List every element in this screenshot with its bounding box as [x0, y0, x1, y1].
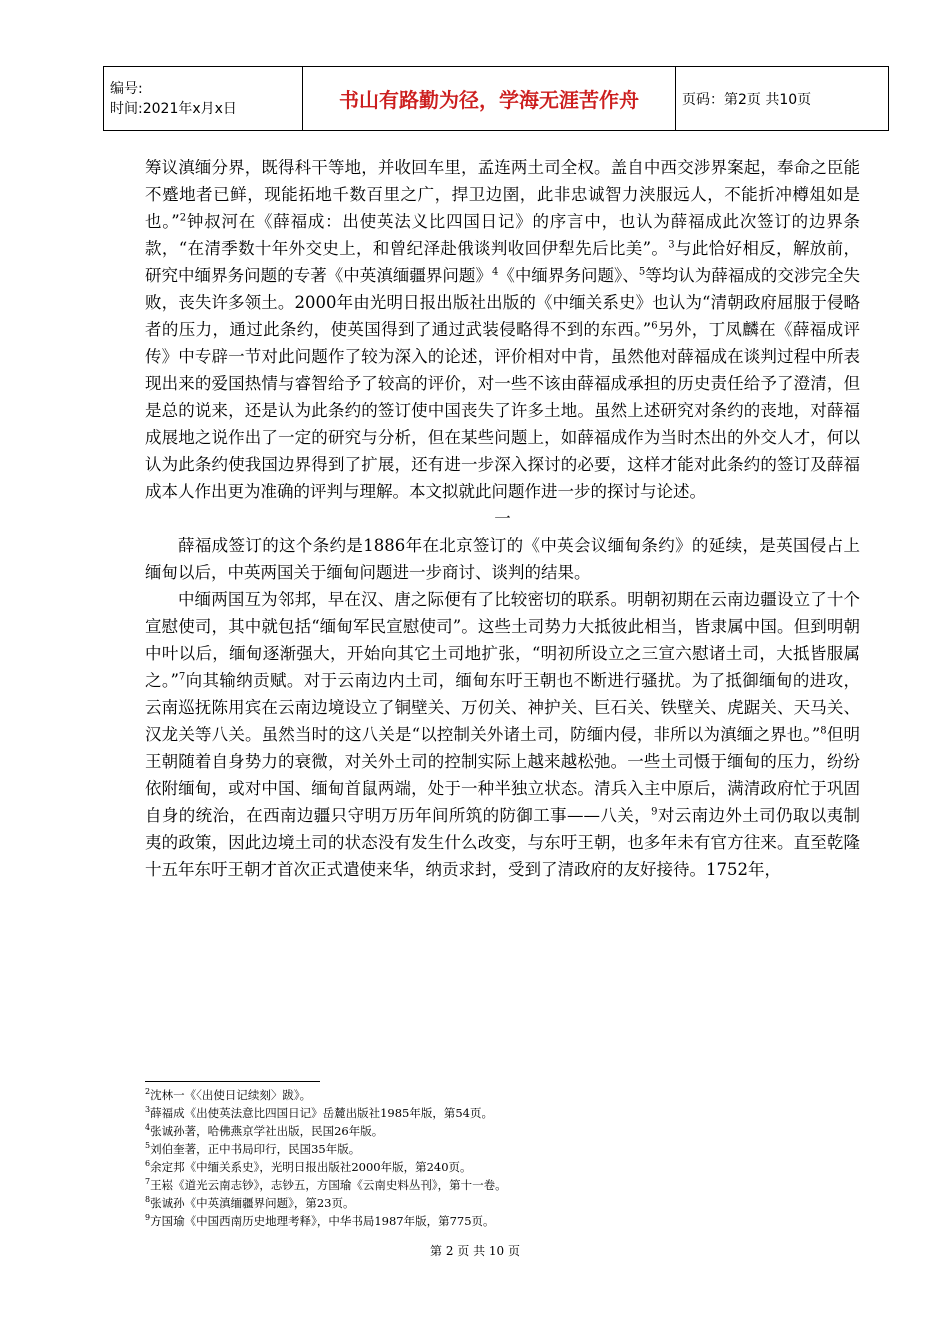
footnote-ref-9[interactable]: 9	[651, 806, 658, 818]
footnote-item: $^5$刘伯奎著，正中书局印行，民国35年版。	[145, 1141, 361, 1156]
header-motto: 书山有路勤为径，学海无涯苦作舟	[303, 67, 676, 131]
footnote-item: $^8$张诚孙《中英滇缅疆界问题》，第23页。	[145, 1195, 355, 1210]
footnotes	[145, 1086, 860, 1230]
paragraph-3: 中缅两国互为邻邦，早在汉、唐之际便有了比较密切的联系。明朝初期在云南边疆设立了十个宣慰使司，其中就包括“缅甸军民宣慰使司”。这些土司势力大抵彼此相当，皆隶属中国。但到明朝中叶以后，缅甸逐渐强大，开始向其它土司地扩张，“明初所设立之三宣六慰诸土司，大抵皆服属之。”$^7$向其输纳贡赋。对于云南边内土司，缅甸东吁王朝也不断进行骚扰。为了抵御缅甸的进攻，云南巡抚陈用宾在云南边境设立了铜壁关、万仞关、神护关、巨石关、铁壁关、虎踞关、天马关、汉龙关等八关。虽然当时的这八关是“以控制关外诸土司，防缅内侵，非所以为滇缅之界也。”$^8$但明王朝随着自身势力的衰微，对关外土司的控制实际上越来越松弛。一些土司慑于缅甸的压力，纷纷依附缅甸，或对中国、缅甸首鼠两端，处于一种半独立状态。清兵入主中原后，满清政府忙于巩固自身的统治，在西南边疆只守明万历年间所筑的防御工事——八关，$^9$对云南边外土司仍取以夷制夷的政策，因此边境土司的状态没有发生什么改变，与东吁王朝，也多年未有官方往来。直至乾隆十五年东吁王朝才首次正式遣使来华，纳贡求封，受到了清政府的友好接待。1752年，	[145, 590, 861, 879]
footnote-item: $^7$王崧《道光云南志钞》，志钞五，方国瑜《云南史料丛刊》，第十一卷。	[145, 1177, 507, 1192]
section-heading: 一	[494, 509, 511, 528]
footnote-ref-8[interactable]: 8	[820, 725, 827, 737]
main-text	[145, 154, 860, 883]
footnote-ref-7[interactable]: 7	[178, 671, 186, 683]
footnote-ref-3[interactable]: 3	[668, 239, 675, 251]
footnote-ref-6[interactable]: 6	[651, 320, 658, 332]
paragraph-2: 薛福成签订的这个条约是1886年在北京签订的《中英会议缅甸条约》的延续，是英国侵占上缅甸以后，中英两国关于缅甸问题进一步商讨、谈判的结果。	[145, 536, 860, 582]
page-footer: 第 2 页 共 10 页	[430, 1244, 520, 1258]
footnote-item: $^4$张诚孙著，哈佛燕京学社出版，民国26年版。	[145, 1123, 384, 1138]
page-header	[103, 66, 889, 131]
footnote-item: $^9$方国瑜《中国西南历史地理考释》，中华书局1987年版，第775页。	[145, 1213, 495, 1228]
paragraph-1: 筹议滇缅分界，既得科干等地，并收回车里，孟连两土司全权。盖自中西交涉界案起，奉命之臣能不蹙地者已鲜，现能拓地千数百里之广，捍卫边圉，此非忠诚智力浃服远人，不能折冲樽俎如是也。”$^2$钟叔河在《薛福成：出使英法义比四国日记》的序言中，也认为薛福成此次签订的边界条款，“在清季数十年外交史上，和曾纪泽赴俄谈判收回伊犁先后比美”。$^3$与此恰好相反，解放前，研究中缅界务问题的专著《中英滇缅疆界问题》$^4$《中缅界务问题》、$^5$等均认为薛福成的交涉完全失败，丧失许多领土。2000年由光明日报出版社出版的《中缅关系史》也认为“清朝政府屈服于侵略者的压力，通过此条约，使英国得到了通过武装侵略得不到的东西。”$^6$另外，丁凤麟在《薛福成评传》中专辟一节对此问题作了较为深入的论述，评价相对中肯，虽然他对薛福成在谈判过程中所表现出来的爱国热情与睿智给予了较高的评价，对一些不该由薛福成承担的历史责任给予了澄清，但是总的说来，还是认为此条约的签订使中国丧失了许多土地。虽然上述研究对条约的丧地，对薛福成展地之说作出了一定的研究与分析，但在某些问题上，如薛福成作为当时杰出的外交人才，何以认为此条约使我国边界得到了扩展，还有进一步深入探讨的必要，这样才能对此条约的签订及薛福成本人作出更为准确的评判与理解。本文拟就此问题作进一步的探讨与论述。	[145, 158, 861, 501]
header-page-label: 页码：第2页 共10页	[676, 67, 889, 131]
footnote-separator	[145, 1081, 320, 1082]
document-number-label: 编号:	[110, 80, 143, 97]
footnote-ref-5[interactable]: 5	[638, 266, 646, 278]
footnote-ref-2[interactable]: 2	[179, 212, 187, 224]
footnote-item: $^6$余定邦《中缅关系史》，光明日报出版社2000年版，第240页。	[145, 1159, 472, 1174]
footnote-item: $^3$薛福成《出使英法意比四国日记》岳麓出版社1985年版，第54页。	[145, 1105, 493, 1120]
header-meta-cell	[104, 67, 303, 131]
footnote-ref-4[interactable]: 4	[491, 266, 499, 278]
footnote-item: $^2$沈林一《〈出使日记续刻〉跋》。	[145, 1087, 312, 1102]
document-time-label: 时间:2021年x月x日	[110, 100, 237, 117]
